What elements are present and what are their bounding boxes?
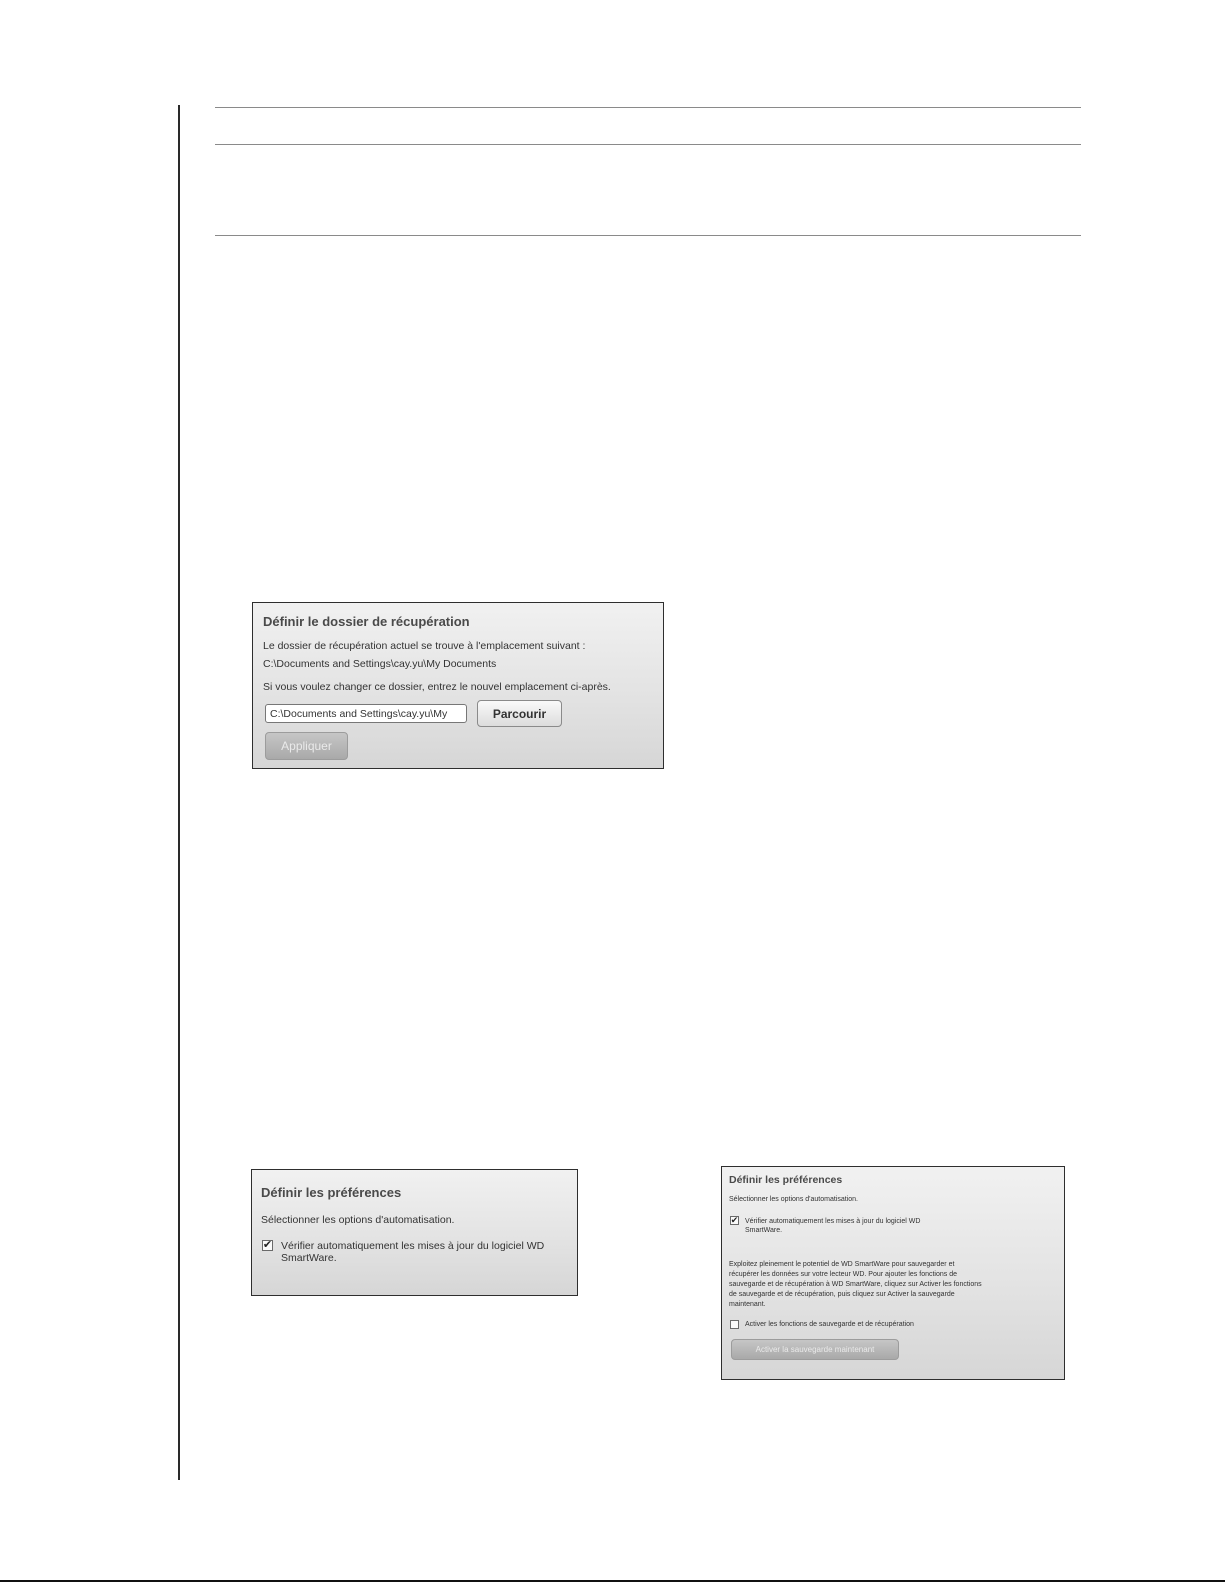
preferences-small-subtitle: Sélectionner les options d'automatisation. bbox=[261, 1214, 455, 1226]
smartware-paragraph-line4: de sauvegarde et de récupération, puis cliquez sur Activer la sauvegarde bbox=[729, 1291, 955, 1298]
browse-button[interactable]: Parcourir bbox=[477, 700, 562, 727]
preferences-small-title: Définir les préférences bbox=[261, 1185, 402, 1200]
auto-update-checkbox-large[interactable]: ✔ bbox=[730, 1215, 739, 1225]
auto-update-label-line2: SmartWare. bbox=[281, 1252, 337, 1264]
recovery-current-location-label: Le dossier de récupération actuel se trouve à l'emplacement suivant : bbox=[263, 640, 586, 652]
preferences-panel-small bbox=[251, 1169, 578, 1296]
preferences-large-title: Définir les préférences bbox=[729, 1174, 843, 1186]
page-bottom-rule bbox=[0, 1580, 1225, 1582]
header-rule-bottom bbox=[215, 235, 1081, 236]
smartware-paragraph-line2: récupérer les données sur votre lecteur WD. Pour ajouter les fonctions de bbox=[729, 1271, 958, 1278]
recovery-panel-title: Définir le dossier de récupération bbox=[263, 614, 470, 629]
recovery-path-input[interactable] bbox=[265, 704, 467, 723]
recovery-change-instruction: Si vous voulez changer ce dossier, entrez le nouvel emplacement ci-après. bbox=[263, 681, 611, 693]
left-margin-rule bbox=[178, 105, 180, 1480]
auto-update-checkbox[interactable]: ✔ bbox=[262, 1239, 273, 1251]
auto-update-label-line1: Vérifier automatiquement les mises à jour du logiciel WD bbox=[281, 1240, 545, 1252]
recovery-current-path: C:\Documents and Settings\cay.yu\My Documents bbox=[263, 658, 497, 670]
smartware-paragraph-line3: sauvegarde et de récupération à WD SmartWare, cliquez sur Activer les fonctions bbox=[729, 1281, 982, 1288]
apply-button[interactable]: Appliquer bbox=[265, 732, 348, 760]
preferences-panel-large bbox=[721, 1166, 1065, 1380]
header-rule-top bbox=[215, 107, 1081, 108]
recovery-folder-panel bbox=[252, 602, 664, 769]
auto-update-label-large-line1: Vérifier automatiquement les mises à jour du logiciel WD bbox=[745, 1218, 921, 1225]
header-rule-middle bbox=[215, 144, 1081, 145]
preferences-large-subtitle: Sélectionner les options d'automatisation. bbox=[729, 1196, 858, 1203]
auto-update-label-large-line2: SmartWare. bbox=[745, 1227, 783, 1234]
smartware-paragraph-line1: Exploitez pleinement le potentiel de WD SmartWare pour sauvegarder et bbox=[729, 1261, 955, 1268]
enable-backup-checkbox[interactable] bbox=[730, 1320, 739, 1329]
smartware-paragraph-line5: maintenant. bbox=[729, 1301, 766, 1308]
enable-backup-label: Activer les fonctions de sauvegarde et de récupération bbox=[745, 1321, 914, 1328]
enable-backup-now-button[interactable]: Activer la sauvegarde maintenant bbox=[731, 1339, 899, 1360]
